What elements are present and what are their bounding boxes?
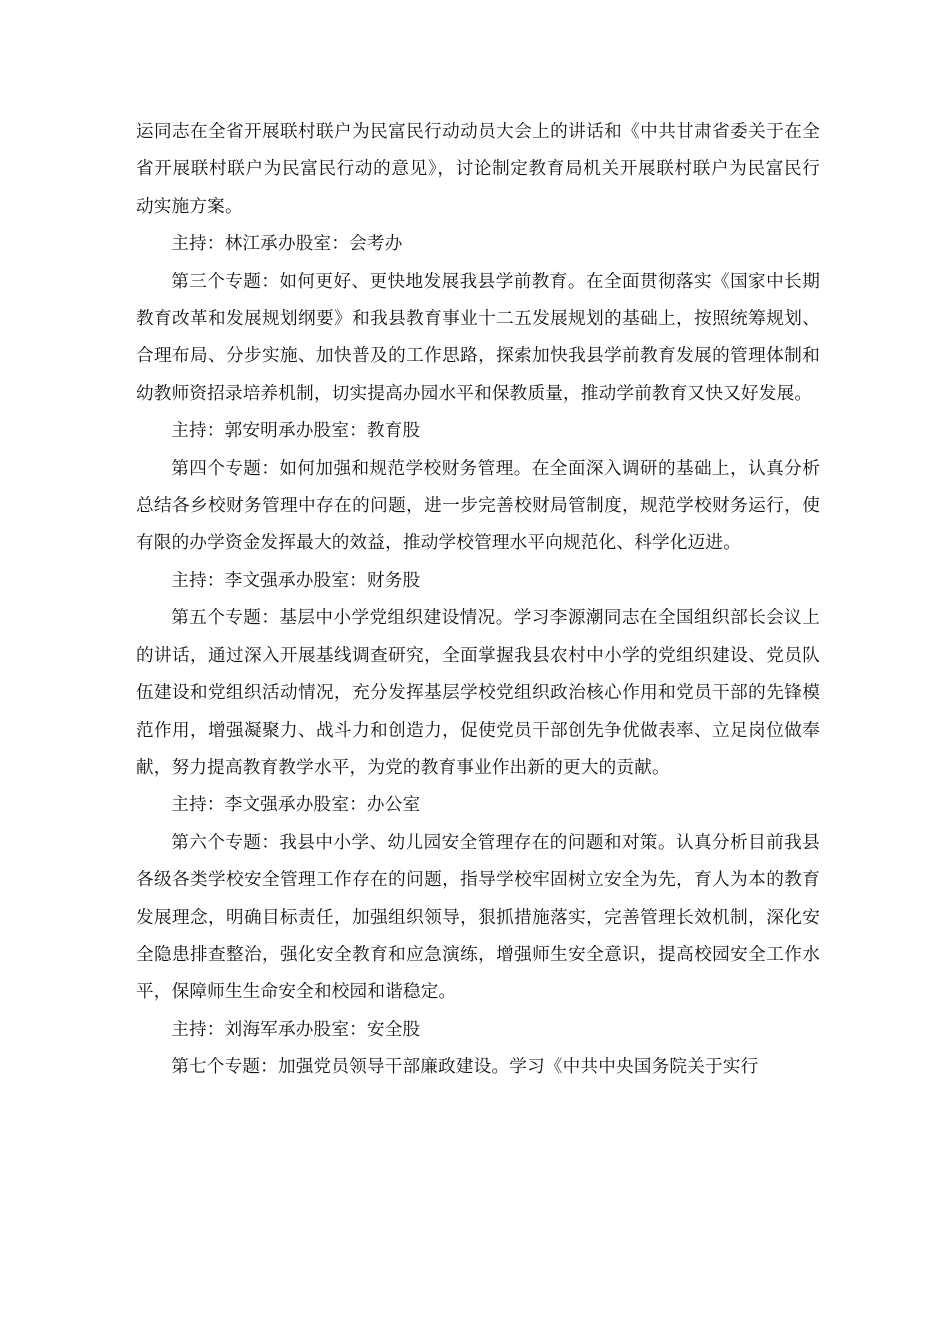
topic-6-paragraph: 第六个专题：我县中小学、幼儿园安全管理存在的问题和对策。认真分析目前我县各级各类学校安全管理工作存在的问题，指导学校牢固树立安全为先，育人为本的教育发展理念，明确目标责任，加强组织领导，狠抓措施落实，完善管理长效机制，深化安全隐患排查整治，强化安全教育和应急演练，增强师生安全意识，提高校园安全工作水平，保障师生生命安全和校园和谐稳定。 <box>136 832 820 1003</box>
paragraph-continuation: 运同志在全省开展联村联户为民富民行动动员大会上的讲话和《中共甘肃省委关于在全省开展联村联户为民富民行动的意见》，讨论制定教育局机关开展联村联户为民富民行动实施方案。 <box>136 122 820 217</box>
topic-3-paragraph: 第三个专题：如何更好、更快地发展我县学前教育。在全面贯彻落实《国家中长期教育改革和发展规划纲要》和我县教育事业十二五发展规划的基础上，按照统筹规划、合理布局、分步实施、加快普及的工作思路，探索加快我县学前教育发展的管理体制和幼教师资招录培养机制，切实提高办园水平和保教质量，推动学前教育又快又好发展。 <box>136 271 820 404</box>
host-line-topic-6: 主持：刘海军承办股室：安全股 <box>171 1019 421 1040</box>
topic-4-paragraph: 第四个专题：如何加强和规范学校财务管理。在全面深入调研的基础上，认真分析总结各乡校财务管理中存在的问题，进一步完善校财局管制度，规范学校财务运行，使有限的办学资金发挥最大的效益，推动学校管理水平向规范化、科学化迈进。 <box>136 458 820 554</box>
host-line-topic-3: 主持：郭安明承办股室：教育股 <box>171 421 421 442</box>
host-line-topic-2: 主持：林江承办股室：会考办 <box>171 234 403 255</box>
topic-5-paragraph: 第五个专题：基层中小学党组织建设情况。学习李源潮同志在全国组织部长会议上的讲话，通过深入开展基线调查研究，全面掌握我县农村中小学的党组织建设、党员队伍建设和党组织活动情况，充分发挥基层学校党组织政治核心作用和党员干部的先锋模范作用，增强凝聚力、战斗力和创造力，促使党员干部创先争优做表率、立足岗位做奉献，努力提高教育教学水平，为党的教育事业作出新的更大的贡献。 <box>136 608 820 778</box>
host-line-topic-5: 主持：李文强承办股室：办公室 <box>171 795 421 816</box>
topic-7-paragraph: 第七个专题：加强党员领导干部廉政建设。学习《中共中央国务院关于实行 <box>171 1057 759 1078</box>
host-line-topic-4: 主持：李文强承办股室：财务股 <box>171 570 421 591</box>
document-body <box>136 114 820 1087</box>
